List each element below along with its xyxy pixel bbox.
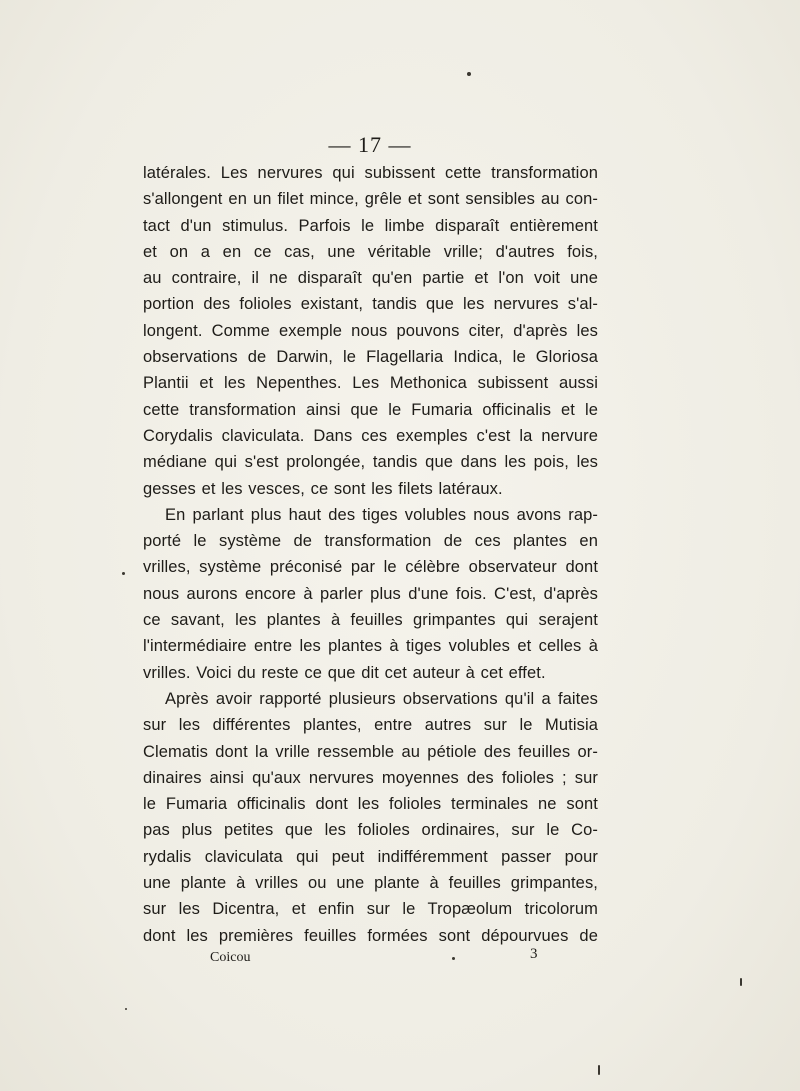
text-line: au contraire, il ne disparaît qu'en partie et l'on voit une — [143, 269, 598, 288]
text-line: dont les premières feuilles formées sont dépourvues de — [143, 926, 598, 945]
text-line: médiane qui s'est prolongée, tandis que dans les pois, les — [143, 453, 598, 472]
text-line: gesses et les vesces, ce sont les filets latéraux. — [143, 479, 503, 498]
text-line: nous aurons encore à parler plus d'une fois. C'est, d'après — [143, 584, 598, 603]
scan-speck — [740, 978, 742, 986]
scan-speck — [125, 1008, 127, 1010]
text-line: le Fumaria officinalis dont les folioles terminales ne sont — [143, 795, 598, 814]
scan-speck — [598, 1065, 600, 1075]
text-line: ce savant, les plantes à feuilles grimpantes qui serajent — [143, 611, 598, 630]
text-line: et on a en ce cas, une véritable vrille; d'autres fois, — [143, 242, 598, 261]
text-line: latérales. Les nervures qui subissent cette transformation — [143, 164, 598, 182]
text-line: sur les différentes plantes, entre autres sur le Mutisia — [143, 716, 598, 735]
text-line: rydalis claviculata qui peut indifféremment passer pour — [143, 847, 598, 866]
text-line: l'intermédiaire entre les plantes à tiges volubles et celles à — [143, 637, 598, 656]
footer-signature: Coicou — [210, 950, 251, 965]
text-line: tact d'un stimulus. Parfois le limbe disparaît entièrement — [143, 216, 598, 235]
text-line: pas plus petites que les folioles ordinaires, sur le Co- — [143, 821, 598, 840]
text-line: observations de Darwin, le Flagellaria Indica, le Gloriosa — [143, 348, 598, 367]
text-line: une plante à vrilles ou une plante à feuilles grimpantes, — [143, 874, 598, 893]
text-line: portion des folioles existant, tandis que les nervures s'al- — [143, 295, 598, 314]
text-line: En parlant plus haut des tiges volubles nous avons rap- — [165, 505, 598, 524]
text-line: Corydalis claviculata. Dans ces exemples c'est la nervure — [143, 426, 598, 445]
footer-signature-mark: 3 — [530, 946, 538, 962]
text-line: cette transformation ainsi que le Fumaria officinalis et le — [143, 400, 598, 419]
text-line: Clematis dont la vrille ressemble au pétiole des feuilles or- — [143, 742, 598, 761]
text-line: dinaires ainsi qu'aux nervures moyennes des folioles ; sur — [143, 768, 598, 787]
text-line: vrilles. Voici du reste ce que dit cet auteur à cet effet. — [143, 663, 546, 682]
text-line: sur les Dicentra, et enfin sur le Tropæolum tricolorum — [143, 900, 598, 919]
text-line: Plantii et les Nepenthes. Les Methonica subissent aussi — [143, 374, 598, 393]
text-line: Après avoir rapporté plusieurs observations qu'il a faites — [165, 689, 598, 708]
body-text — [143, 160, 598, 949]
text-line: s'allongent en un filet mince, grêle et sont sensibles au con- — [143, 190, 598, 209]
text-line: porté le système de transformation de ces plantes en — [143, 532, 598, 551]
page-number: — 17 — — [328, 132, 412, 157]
text-line: vrilles, système préconisé par le célèbre observateur dont — [143, 558, 598, 577]
text-line: longent. Comme exemple nous pouvons citer, d'après les — [143, 321, 598, 340]
scan-speck — [452, 957, 455, 960]
scan-speck — [467, 72, 471, 76]
scan-speck — [122, 572, 125, 575]
